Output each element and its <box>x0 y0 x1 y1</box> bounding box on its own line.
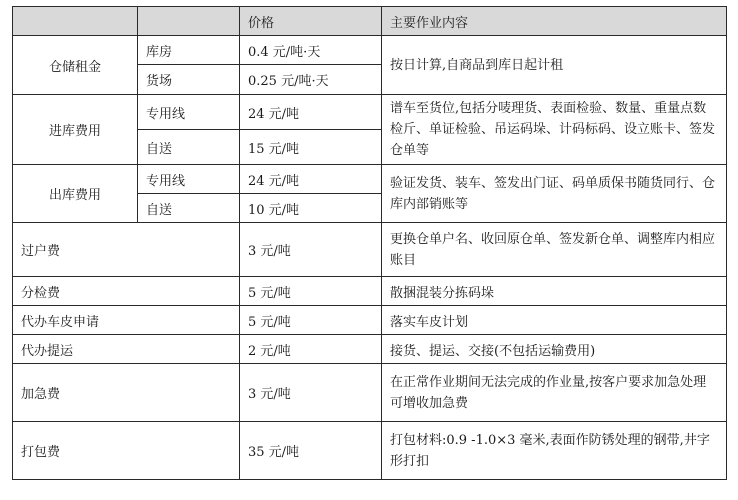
table-row <box>13 165 727 194</box>
price-cell: 24 元/吨 <box>240 95 382 130</box>
item-name: 出库费用 <box>13 165 138 223</box>
item-name: 代办提运 <box>13 335 240 364</box>
content-cell: 按日计算,自商品到库日起计租 <box>382 36 727 95</box>
item-name: 分检费 <box>13 277 240 306</box>
subitem-name: 库房 <box>138 36 240 65</box>
price-cell: 0.25 元/吨·天 <box>240 65 382 95</box>
price-cell: 3 元/吨 <box>240 364 382 422</box>
price-cell: 0.4 元/吨·天 <box>240 36 382 65</box>
item-name: 代办车皮申请 <box>13 306 240 335</box>
item-name: 打包费 <box>13 422 240 480</box>
subitem-name: 自送 <box>138 194 240 223</box>
header-row <box>13 7 727 36</box>
header-content: 主要作业内容 <box>382 7 727 36</box>
header-item <box>13 7 138 36</box>
item-name: 过户费 <box>13 223 240 277</box>
price-cell: 35 元/吨 <box>240 422 382 480</box>
price-cell: 5 元/吨 <box>240 277 382 306</box>
price-cell: 5 元/吨 <box>240 306 382 335</box>
subitem-name: 自送 <box>138 130 240 165</box>
price-cell: 24 元/吨 <box>240 165 382 194</box>
price-cell: 15 元/吨 <box>240 130 382 165</box>
table-row <box>13 335 727 364</box>
content-cell: 谱车至货位,包括分唛理货、表面检验、数量、重量点数检斤、单证检验、吊运码垛、计码标码、设立账卡、签发仓单等 <box>382 95 727 165</box>
content-cell: 验证发货、装车、签发出门证、码单质保书随货同行、仓库内部销账等 <box>382 165 727 223</box>
content-cell: 散捆混装分拣码垛 <box>382 277 727 306</box>
header-price: 价格 <box>240 7 382 36</box>
content-cell: 落实车皮计划 <box>382 306 727 335</box>
table-row <box>13 277 727 306</box>
fee-table <box>12 6 727 480</box>
content-cell: 接货、提运、交接(不包括运输费用) <box>382 335 727 364</box>
content-cell: 打包材料:0.9 -1.0×3 毫米,表面作防锈处理的钢带,井字形打扣 <box>382 422 727 480</box>
item-name: 加急费 <box>13 364 240 422</box>
table-row <box>13 36 727 65</box>
table-row <box>13 223 727 277</box>
item-name: 进库费用 <box>13 95 138 165</box>
price-cell: 10 元/吨 <box>240 194 382 223</box>
content-cell: 更换仓单户名、收回原仓单、签发新仓单、调整库内相应账目 <box>382 223 727 277</box>
subitem-name: 专用线 <box>138 165 240 194</box>
price-cell: 2 元/吨 <box>240 335 382 364</box>
content-cell: 在正常作业期间无法完成的作业量,按客户要求加急处理可增收加急费 <box>382 364 727 422</box>
table-row <box>13 422 727 480</box>
table-row <box>13 306 727 335</box>
subitem-name: 货场 <box>138 65 240 95</box>
table-row <box>13 95 727 130</box>
price-cell: 3 元/吨 <box>240 223 382 277</box>
table-row <box>13 364 727 422</box>
item-name: 仓储租金 <box>13 36 138 95</box>
subitem-name: 专用线 <box>138 95 240 130</box>
header-subitem <box>138 7 240 36</box>
